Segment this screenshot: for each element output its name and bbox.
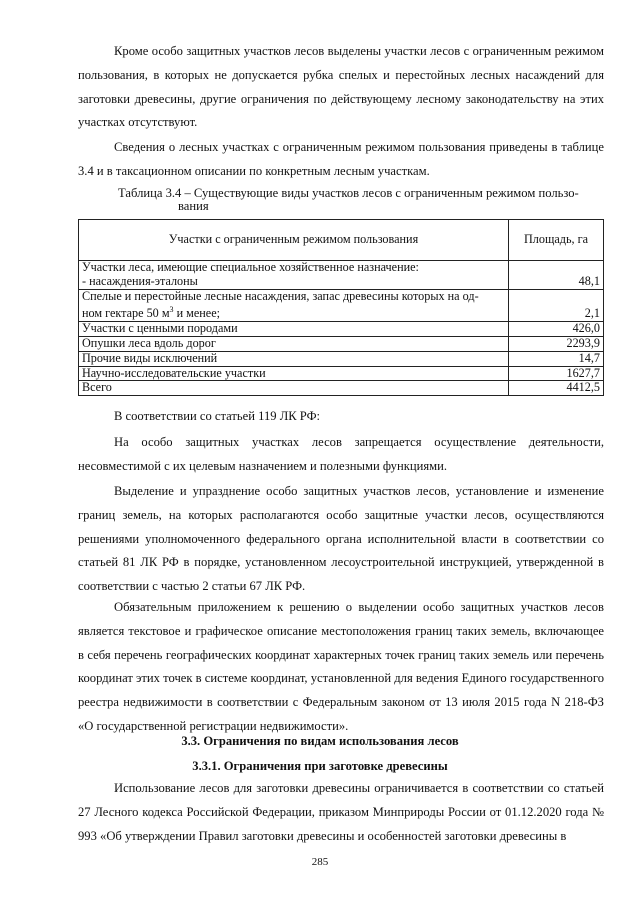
table-caption-line-2: вания — [178, 199, 209, 213]
row-label: Участки с ценными породами — [79, 322, 509, 337]
row-area: 2,1 — [509, 289, 604, 322]
table-row — [79, 289, 604, 322]
row-label: Всего — [79, 381, 509, 396]
row-area: 1627,7 — [509, 366, 604, 381]
table-row — [79, 322, 604, 337]
table-row — [79, 261, 604, 290]
row-area: 2293,9 — [509, 337, 604, 352]
row-area: 4412,5 — [509, 381, 604, 396]
row-label: Опушки леса вдоль дорог — [79, 337, 509, 352]
paragraph-boundary-description: Обязательным приложением к решению о выделении особо защитных участков лесов является текстовое и графическое описание местоположения границ таких земель, включающее в себя перечень географических координат характерных точек границ таких земель или перечень координат этих точек в системе координат, установленной для ведения Единого государственного реестра недвижимости в соответствии с Федеральным законом от 13 июля 2015 года N 218-ФЗ «О государственной регистрации недвижимости». — [78, 600, 604, 733]
table-row — [79, 337, 604, 352]
table-total-row — [79, 381, 604, 396]
page-number: 285 — [311, 856, 329, 868]
table-caption — [118, 187, 604, 213]
row-area: 426,0 — [509, 322, 604, 337]
paragraph-allocation: Выделение и упразднение особо защитных участков лесов, установление и изменение границ земель, на которых располагаются особо защитные участки лесов, осуществляются решениями уполномоченного федерального органа исполнительной власти в соответствии со статьей 81 ЛК РФ в порядке, установленном лесоустроительной инструкцией, утвержденной в соответствии с частью 2 статьи 67 ЛК РФ. — [78, 484, 604, 594]
section-heading-3-3-1: 3.3.1. Ограничения при заготовке древесины — [192, 759, 448, 773]
row-label: Прочие виды исключений — [79, 351, 509, 366]
row-label: Участки леса, имеющие специальное хозяйственное назначение: - насаждения-эталоны — [79, 261, 509, 290]
paragraph-table-reference: Сведения о лесных участках с ограниченным режимом пользования приведены в таблице 3.4 и в таксационном описании по конкретным лесным участкам. — [78, 140, 604, 178]
header-area-ha: Площадь, га — [509, 220, 604, 261]
paragraph-article-119: В соответствии со статьей 119 ЛК РФ: — [114, 409, 321, 423]
table-caption-line-1: Таблица 3.4 – Существующие виды участков лесов с ограниченным режимом пользо- — [118, 186, 579, 200]
table-header-row — [79, 220, 604, 261]
section-heading-3-3: 3.3. Ограничения по видам использования лесов — [181, 734, 459, 748]
paragraph-prohibition: На особо защитных участках лесов запрещается осуществление деятельности, несовместимой с их целевым назначением и полезными функциями. — [78, 435, 604, 473]
row-label: Научно-исследовательские участки — [79, 366, 509, 381]
row-area: 14,7 — [509, 351, 604, 366]
row-area: 48,1 — [509, 261, 604, 290]
table-row — [79, 351, 604, 366]
table-row — [79, 366, 604, 381]
paragraph-harvesting-restrictions: Использование лесов для заготовки древесины ограничивается в соответствии со статьей 27 Лесного кодекса Российской Федерации, приказом Минприроды России от 01.12.2020 года № 993 «Об утверждении Правил заготовки древесины и особенностей заготовки древесины в — [78, 781, 604, 843]
header-area-type: Участки с ограниченным режимом пользования — [79, 220, 509, 261]
paragraph-restricted-areas-intro: Кроме особо защитных участков лесов выделены участки лесов с ограниченным режимом пользования, в которых не допускается рубка спелых и перестойных лесных насаждений для заготовки древесины, другие ограничения по действующему лесному законодательству на этих участках отсутствуют. — [78, 44, 604, 130]
restricted-areas-table — [78, 219, 604, 396]
row-label: Спелые и перестойные лесные насаждения, запас древесины которых на од- ном гектаре 50 $м^3$ и менее; — [79, 289, 509, 322]
